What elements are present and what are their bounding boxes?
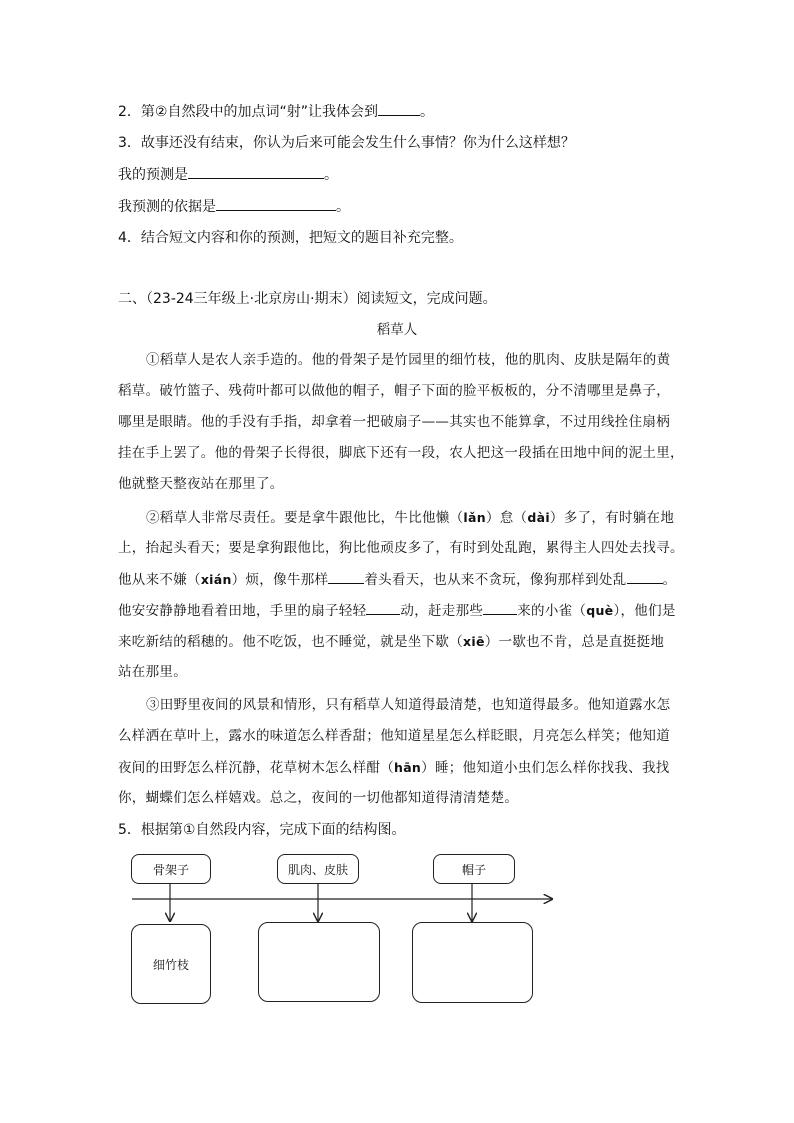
question-2-text: 2．第②自然段中的加点词“射”让我体会到 <box>118 104 378 120</box>
answer-box-muscle-skin[interactable] <box>258 922 380 1002</box>
text-span: ②稻草人非常尽责任。要是拿牛跟他比，牛比他懒（ <box>146 510 464 526</box>
text-span: ）多了，有时躺在地 <box>549 510 675 526</box>
text-span: ）一歇也不肯，总是直挺挺地 <box>484 634 665 650</box>
paragraph-line: ①稻草人是农人亲手造的。他的骨架子是竹园里的细竹枝，他的肌肉、皮肤是隔年的黄 <box>146 352 671 368</box>
text-span: ）怠（ <box>485 510 528 526</box>
text-span: ）烦，像牛那样 <box>231 572 329 588</box>
paragraph-line: ③田野里夜间的风景和情形，只有稻草人知道得最清楚，也知道得最多。他知道露水怎 <box>146 697 671 713</box>
prediction-label: 我的预测是 <box>118 167 188 183</box>
text-span: 夜间的田野怎么样沉静，花草树木怎么样酣（ <box>118 760 394 776</box>
question-4: 4．结合短文内容和你的预测，把短文的题目补充完整。 <box>118 230 463 246</box>
pinyin: xiē <box>463 634 485 649</box>
text-span: 。 <box>662 572 677 588</box>
label-box-skeleton: 骨架子 <box>131 854 211 884</box>
pinyin: lǎn <box>463 510 486 525</box>
text-span: ）睡；他知道小虫们怎么样你找我、我找 <box>421 760 670 776</box>
label-box-hat: 帽子 <box>433 854 515 884</box>
pinyin: què <box>586 603 614 618</box>
text-span: 动，赶走那些 <box>400 603 484 619</box>
paragraph-line: 稻草。破竹篮子、残荷叶都可以做他的帽子，帽子下面的脸平板板的，分不清哪里是鼻子， <box>118 383 670 399</box>
pinyin: dài <box>527 510 550 525</box>
period: 。 <box>324 167 338 183</box>
paragraph-line: 挂在手上罢了。他的骨架子长得很，脚底下还有一段，农人把这一段插在田地中间的泥土里， <box>118 445 684 461</box>
paragraph-line: 么样洒在草叶上，露水的味道怎么样香甜；他知道星星怎么样眨眼，月亮怎么样笑；他知道 <box>118 728 670 744</box>
paragraph-line: 上，抬起头看天；要是拿狗跟他比，狗比他顽皮多了，有时到处乱跑，累得主人四处去找寻。 <box>118 540 684 556</box>
answer-box-hat[interactable] <box>412 922 533 1003</box>
text-span: 来的小雀（ <box>517 603 587 619</box>
period: 。 <box>419 104 434 120</box>
section-2-heading: 二、（23-24三年级上·北京房山·期末）阅读短文，完成问题。 <box>118 291 497 307</box>
paragraph-line: 你，蝴蝶们怎么样嬉戏。总之，夜间的一切他都知道得清清楚楚。 <box>118 790 519 806</box>
pinyin: xián <box>200 572 232 587</box>
period: 。 <box>336 199 350 215</box>
text-span: ），他们是 <box>613 603 676 619</box>
article-title: 稻草人 <box>376 322 418 338</box>
text-span: 来吃新结的稻穗的。他不吃饭，也不睡觉，就是坐下歇（ <box>118 634 463 650</box>
question-5: 5．根据第①自然段内容，完成下面的结构图。 <box>118 822 406 838</box>
text-span: 他安安静静地看着田地，手里的扇子轻轻 <box>118 603 367 619</box>
paragraph-line: 站在那里。 <box>118 664 187 680</box>
basis-label: 我预测的依据是 <box>118 199 216 215</box>
text-span: 他从来不嫌（ <box>118 572 201 588</box>
text-span: 着头看天，也从来不贪玩，像狗那样到处乱 <box>364 572 627 588</box>
question-3: 3．故事还没有结束，你认为后来可能会发生什么事情？你为什么这样想？ <box>118 135 575 151</box>
pinyin: hān <box>394 760 422 775</box>
answer-box-skeleton[interactable]: 细竹枝 <box>131 924 211 1004</box>
paragraph-line: 他就整天整夜站在那里了。 <box>118 476 284 492</box>
paragraph-line: 哪里是眼睛。他的手没有手指，却拿着一把破扇子——其实也不能算拿，不过用线拴住扇柄 <box>118 414 670 430</box>
label-box-muscle-skin: 肌肉、皮肤 <box>277 854 359 884</box>
